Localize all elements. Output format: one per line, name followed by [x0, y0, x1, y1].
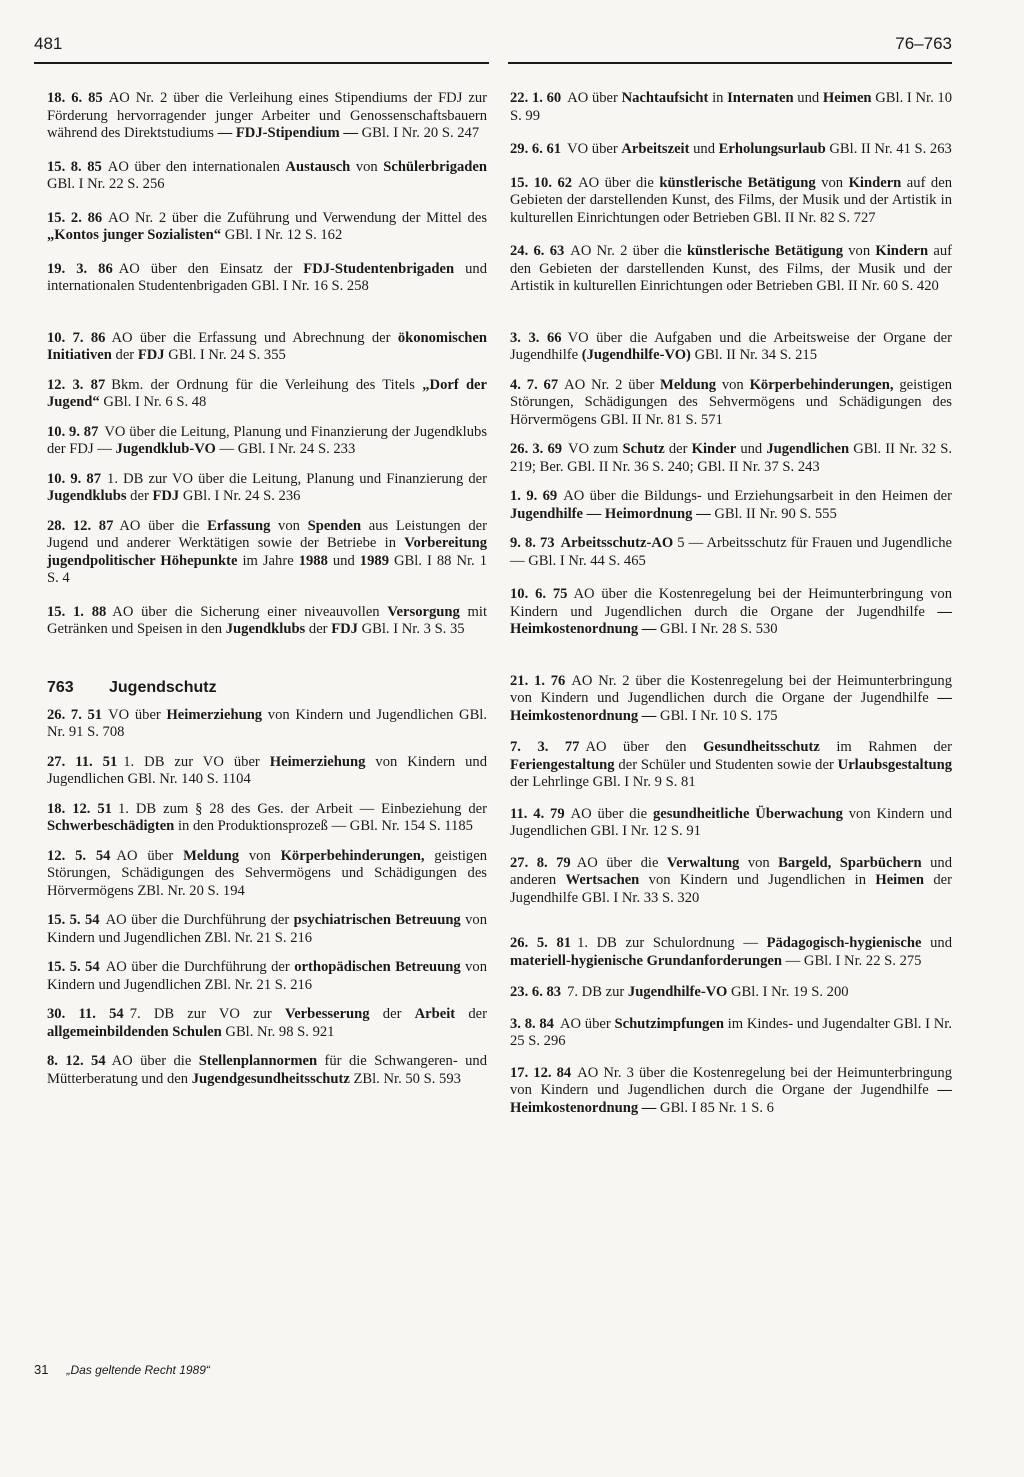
entry-text: von Kindern und Jugendlichen GBl. Nr. 140 S. 1104 — [47, 753, 487, 787]
entry-text: GBl. I Nr. 24 S. 236 — [179, 488, 301, 504]
section-range: 76–763 — [895, 34, 952, 53]
entry-keyword: Arbeit — [414, 1006, 456, 1022]
right-column — [510, 90, 952, 1117]
entry-text: mit Getränken und Speisen in den — [47, 603, 488, 637]
entry-date: 10. 9. 87 — [47, 423, 99, 440]
entry-keyword: 1989 — [359, 552, 389, 569]
entry-date: 26. 5. 81 — [510, 935, 572, 951]
entry-keyword: Verbesserung — [285, 1006, 370, 1022]
entry-date: 4. 7. 67 — [510, 376, 559, 393]
entry-keyword: Erfassung — [207, 517, 271, 534]
entry-keyword: Meldung — [660, 376, 716, 393]
entry-keyword: Internaten — [727, 90, 794, 106]
entry-keyword: Kindern — [848, 174, 902, 191]
entry-keyword: — Heimkostenordnung — — [510, 603, 952, 637]
entry-keyword: orthopädischen Betreuung — [294, 959, 461, 975]
entry-keyword: Feriengestaltung — [510, 756, 615, 773]
entry-keyword: gesundheitliche Überwachung — [652, 805, 843, 822]
entry-text: der — [111, 347, 138, 363]
entry-text: der — [664, 441, 692, 457]
entry-text: von — [815, 174, 849, 191]
entry-date: 1. 9. 69 — [510, 488, 558, 504]
entry-text: — GBl. I Nr. 24 S. 233 — [215, 441, 356, 457]
entry-date: 8. 12. 54 — [47, 1053, 106, 1069]
law-entry — [510, 1016, 952, 1051]
entry-keyword: Vorbereitung jugendpolitischer Höhepunkte — [47, 535, 487, 569]
entry-keyword: Kinder — [691, 441, 737, 457]
entry-keyword: — FDJ-Stipendium — — [217, 125, 358, 141]
entry-text: GBl. I Nr. 6 S. 48 — [99, 394, 207, 410]
entry-text: auf den Gebieten der darstellenden Kunst, des Films, der Musik und der Artistik in kulturellen Einrichtungen oder Betrieben GBl. II Nr. 60 S. 420 — [510, 243, 953, 294]
entry-date: 27. 11. 51 — [47, 753, 118, 770]
entry-text: AO über den internationalen — [107, 158, 286, 175]
entry-keyword: allgemeinbildenden Schulen — [47, 1023, 222, 1040]
entry-text: AO über die — [111, 1053, 199, 1069]
entry-text: im Kindes- und Jugendalter GBl. I Nr. 25 S. 296 — [510, 1015, 952, 1049]
entry-date: 3. 3. 66 — [510, 329, 562, 346]
law-entry — [47, 848, 487, 901]
entry-text: der Schüler und Studenten sowie der — [614, 756, 838, 773]
entry-keyword: Austausch — [285, 158, 351, 175]
entry-date: 15. 10. 62 — [510, 174, 573, 191]
footer-sheet-number: 31 — [34, 1362, 49, 1377]
entry-date: 10. 7. 86 — [47, 329, 106, 346]
entry-date: 22. 1. 60 — [510, 90, 562, 106]
law-entry — [47, 707, 487, 742]
entry-text: 7. DB zur VO zur — [129, 1006, 285, 1022]
entry-text: auf den Gebieten der darstellenden Kunst, des Films, der Musik und der Artistik in kulturellen Einrichtungen oder Betrieben GBl. II Nr. 82 S. 727 — [510, 174, 952, 226]
law-entry — [47, 604, 487, 639]
entry-keyword: „Dorf der Jugend“ — [47, 376, 488, 410]
entry-text: der — [369, 1006, 415, 1022]
entry-keyword: künstlerische Betätigung — [659, 174, 816, 191]
entry-text: AO über die Kostenregelung bei der Heimunterbringung von Kindern und Jugendlichen durch die Organe der Jugendhilfe — [510, 586, 952, 620]
entry-text: AO über die Durchführung der — [105, 959, 295, 975]
entry-keyword: Heimen — [822, 90, 872, 106]
entry-date: 12. 3. 87 — [47, 376, 106, 393]
entry-text: für die Schwangeren- und Mütterberatung und den — [47, 1053, 487, 1087]
entry-keyword: Pädagogisch-hygienische — [766, 935, 922, 951]
entry-date: 24. 6. 63 — [510, 243, 565, 259]
entry-keyword: Körperbehinderungen, — [280, 847, 425, 864]
entry-text: GBl. I Nr. 28 S. 530 — [656, 621, 778, 637]
law-entry — [510, 935, 952, 970]
law-entry — [510, 243, 952, 296]
entry-text: von Kindern und Jugendlichen ZBl. Nr. 21 S. 216 — [47, 912, 488, 946]
entry-text: und — [793, 90, 823, 106]
entry-keyword: Arbeitsschutz-AO — [560, 535, 674, 551]
entry-text: AO über — [559, 1015, 615, 1032]
entry-keyword: Heimen — [875, 872, 924, 888]
entry-keyword: Kindern — [875, 243, 929, 259]
entry-text: GBl. I 88 Nr. 1 S. 4 — [47, 552, 488, 586]
entry-keyword: — Heimkostenordnung — — [510, 690, 952, 724]
entry-keyword: Jugendhilfe-VO — [627, 984, 728, 1000]
entry-date: 15. 1. 88 — [47, 603, 107, 620]
entry-text: von Kindern und Jugendlichen GBl. Nr. 91 S. 708 — [47, 706, 488, 740]
entry-keyword: „Kontos junger Sozialisten“ — [47, 227, 222, 243]
law-entry — [47, 90, 487, 143]
entry-keyword: Heimerziehung — [166, 706, 263, 723]
entry-text: GBl. II Nr. 32 S. 219; Ber. GBl. II Nr. 36 S. 240; GBl. II Nr. 37 S. 243 — [510, 441, 953, 475]
law-entry — [47, 159, 487, 194]
entry-text: AO über den — [585, 739, 704, 755]
entry-keyword: Schutzimpfungen — [614, 1015, 724, 1032]
entry-keyword: FDJ — [137, 347, 165, 363]
entry-text: AO über die Bildungs- und Erziehungsarbeit in den Heimen der — [563, 488, 953, 504]
left-column — [47, 90, 487, 1088]
entry-text: geistigen Störungen, Schädigungen des Sehvermögens und Schädigungen des Hörvermögens GBl. II Nr. 81 S. 571 — [510, 376, 953, 428]
entry-text: Bkm. der Ordnung für die Verleihung des Titels — [111, 376, 423, 393]
law-entry — [47, 1006, 487, 1041]
entry-date: 15. 5. 54 — [47, 912, 100, 928]
entry-keyword: Schülerbrigaden — [383, 158, 488, 175]
entry-date: 10. 6. 75 — [510, 586, 568, 602]
law-entry — [47, 912, 487, 947]
entry-text: GBl. I Nr. 3 S. 35 — [357, 621, 465, 637]
entry-keyword: Bargeld, Sparbüchern — [778, 854, 922, 871]
entry-text: von Kindern und Jugendlichen in — [639, 872, 876, 888]
entry-text: von — [270, 517, 308, 534]
law-entry — [47, 754, 487, 789]
entry-text: VO über die Leitung, Planung und Finanzierung der Jugendklubs der FDJ — — [47, 423, 488, 457]
entry-text: von — [350, 158, 384, 175]
page-number: 481 — [34, 34, 63, 53]
entry-text: GBl. I Nr. 20 S. 247 — [357, 125, 480, 141]
entry-date: 28. 12. 87 — [47, 517, 114, 534]
header-rule-left — [34, 62, 489, 64]
entry-keyword: Jugendlichen — [766, 441, 850, 457]
entry-date: 27. 8. 79 — [510, 854, 571, 871]
entry-text: 1. DB zur VO über die Leitung, Planung und Finanzierung der — [107, 470, 487, 487]
law-entry — [47, 801, 487, 836]
entry-text: AO Nr. 2 über die — [570, 243, 687, 259]
entry-text: 1. DB zum § 28 des Ges. der Arbeit — Einbeziehung der — [117, 800, 488, 817]
entry-keyword: Stellenplannormen — [198, 1053, 318, 1069]
page-footer — [34, 1362, 210, 1377]
law-entry — [510, 330, 952, 365]
entry-date: 11. 4. 79 — [510, 805, 565, 822]
entry-date: 29. 6. 61 — [510, 141, 562, 157]
entry-keyword: Meldung — [183, 847, 240, 864]
entry-text: AO über — [116, 847, 184, 864]
entry-text: und — [327, 552, 360, 569]
right-entry-list — [510, 90, 952, 1117]
entry-date: 23. 6. 83 — [510, 984, 562, 1000]
entry-text: GBl. Nr. 98 S. 921 — [221, 1023, 335, 1040]
entry-keyword: Urlaubsgestaltung — [837, 756, 952, 773]
law-entry — [510, 175, 952, 228]
entry-text: AO über die — [576, 854, 667, 871]
entry-text: AO Nr. 3 über die Kostenregelung bei der Heimunterbringung von Kindern und Jugendlichen durch die Organe der Jugendhilfe — [510, 1064, 952, 1098]
entry-date: 9. 8. 73 — [510, 535, 555, 551]
entry-text: GBl. I 85 Nr. 1 S. 6 — [656, 1099, 774, 1116]
law-entry — [47, 377, 487, 412]
entry-text: und — [736, 441, 767, 457]
entry-keyword: materiell-hygienische Grundanforderungen — [510, 952, 783, 969]
entry-text: 1. DB zur Schulordnung — — [577, 935, 767, 951]
entry-keyword: ökonomischen Initiativen — [47, 329, 488, 363]
entry-text: ZBl. Nr. 50 S. 593 — [349, 1070, 461, 1087]
entry-keyword: Versorgung — [387, 603, 460, 620]
law-entry — [510, 141, 952, 159]
entry-text: GBl. I Nr. 24 S. 355 — [164, 347, 286, 363]
entry-text: von Kindern und Jugendlichen GBl. I Nr. 12 S. 91 — [510, 805, 952, 839]
entry-text: VO über die Aufgaben und die Arbeitsweise der Organe der Jugendhilfe — [510, 329, 953, 363]
law-entry — [47, 330, 487, 365]
entry-text: GBl. II Nr. 34 S. 215 — [690, 347, 817, 363]
entry-text: und anderen — [510, 854, 952, 888]
entry-text: AO über die — [578, 174, 660, 191]
entry-keyword: Jugendklubs — [225, 621, 306, 637]
law-entry — [510, 377, 952, 430]
entry-text: GBl. I Nr. 22 S. 256 — [47, 176, 165, 192]
entry-text: 7. DB zur — [567, 984, 628, 1000]
header-rule-right — [508, 62, 952, 64]
law-entry — [510, 488, 952, 523]
entry-text: 5 — Arbeitsschutz für Frauen und Jugendliche — GBl. I Nr. 44 S. 465 — [510, 535, 952, 569]
law-entry — [47, 261, 487, 296]
entry-date: 26. 3. 69 — [510, 441, 563, 457]
entry-keyword: künstlerische Betätigung — [686, 243, 843, 259]
entry-text: in — [708, 90, 728, 106]
entry-text: GBl. II Nr. 90 S. 555 — [710, 505, 837, 522]
section-number: 763 — [47, 678, 74, 696]
entry-keyword: Erholungsurlaub — [718, 141, 826, 157]
entry-text: AO Nr. 2 über die Kostenregelung bei der Heimunterbringung von Kindern und Jugendlichen durch die Organe der Jugendhilfe — [510, 672, 952, 706]
law-entry — [510, 806, 952, 841]
entry-text: geistigen Störungen, Schädigungen des Sehvermögens und Schädigungen des Hörvermögens ZBl. Nr. 20 S. 194 — [47, 847, 487, 899]
entry-keyword: FDJ — [331, 621, 358, 637]
left-entry-list — [47, 90, 487, 639]
entry-keyword: Schutz — [622, 441, 665, 457]
law-entry — [510, 739, 952, 792]
entry-keyword: Gesundheitsschutz — [703, 739, 820, 755]
entry-keyword: Jugendgesundheitsschutz — [191, 1070, 350, 1087]
entry-date: 15. 2. 86 — [47, 209, 103, 226]
entry-keyword: FDJ-Studentenbrigaden — [303, 260, 455, 277]
law-entry — [47, 210, 487, 245]
entry-text: der Jugendhilfe GBl. I Nr. 33 S. 320 — [510, 872, 952, 906]
entry-text: — GBl. I Nr. 22 S. 275 — [782, 952, 922, 969]
entry-date: 30. 11. 54 — [47, 1006, 124, 1022]
entry-text: und — [921, 935, 952, 951]
entry-date: 18. 12. 51 — [47, 800, 112, 817]
entry-keyword: Heimerziehung — [269, 753, 366, 770]
law-entry — [510, 1065, 952, 1118]
entry-date: 17. 12. 84 — [510, 1064, 572, 1081]
entry-text: GBl. I Nr. 10 S. 99 — [510, 90, 953, 124]
entry-date: 19. 3. 86 — [47, 260, 113, 277]
entry-keyword: FDJ — [152, 488, 180, 504]
entry-keyword: Jugendklub-VO — [115, 441, 216, 457]
law-entry — [510, 855, 952, 908]
entry-text: AO über die Durchführung der — [105, 912, 294, 928]
entry-text: und internationalen Studentenbrigaden GBl. I Nr. 16 S. 258 — [47, 260, 487, 294]
entry-text: im Rahmen der — [819, 739, 953, 755]
section-entry-list — [47, 707, 487, 1089]
entry-text: von — [843, 243, 876, 259]
entry-keyword: (Jugendhilfe-VO) — [581, 347, 691, 363]
entry-date: 15. 8. 85 — [47, 158, 102, 175]
law-entry — [47, 959, 487, 994]
law-entry — [510, 984, 952, 1002]
law-entry — [47, 1053, 487, 1088]
entry-text: AO über die — [570, 805, 653, 822]
entry-keyword: — Heimkostenordnung — — [510, 1082, 952, 1116]
entry-text: 1. DB zur VO über — [123, 753, 270, 770]
law-entry — [47, 424, 487, 459]
entry-keyword: Wertsachen — [565, 872, 640, 888]
entry-date: 7. 3. 77 — [510, 739, 580, 755]
entry-text: von — [739, 854, 779, 871]
entry-keyword: Verwaltung — [666, 854, 740, 871]
section-title: Jugendschutz — [109, 678, 217, 696]
entry-date: 21. 1. 76 — [510, 672, 566, 689]
entry-text: AO über die — [119, 517, 208, 534]
entry-text: GBl. II Nr. 41 S. 263 — [825, 141, 952, 157]
entry-keyword: Spenden — [307, 517, 362, 534]
entry-keyword: Jugendhilfe — Heimordnung — — [510, 505, 711, 522]
entry-text: von — [716, 376, 750, 393]
law-entry — [47, 471, 487, 506]
entry-keyword: Jugendklubs — [47, 488, 127, 504]
law-entry — [510, 535, 952, 570]
entry-text: VO zum — [568, 441, 623, 457]
entry-text: AO Nr. 2 über die Zuführung und Verwendung der Mittel des — [108, 209, 487, 226]
entry-date: 12. 5. 54 — [47, 847, 111, 864]
entry-text: von — [239, 847, 281, 864]
law-entry — [510, 586, 952, 639]
entry-date: 10. 9. 87 — [47, 470, 102, 487]
entry-keyword: psychiatrischen Betreuung — [293, 912, 461, 928]
entry-text: der Lehrlinge GBl. I Nr. 9 S. 81 — [510, 774, 696, 790]
law-entry — [47, 518, 487, 588]
law-entry — [510, 441, 952, 476]
entry-text: und — [689, 141, 719, 157]
entry-text: aus Leistungen der Jugend und anderer Werktätigen sowie der Betriebe in — [47, 517, 488, 551]
law-entry — [510, 90, 952, 125]
entry-text: AO Nr. 2 über — [564, 376, 661, 393]
entry-text: GBl. I Nr. 12 S. 162 — [221, 227, 343, 243]
entry-text: AO Nr. 2 über die Verleihung eines Stipendiums der FDJ zur Förderung hervorragender junger Arbeiter und Genossenschaftsbauern während des Direktstudiums — [47, 90, 487, 141]
entry-date: 3. 8. 84 — [510, 1015, 554, 1032]
entry-text: der — [455, 1006, 488, 1022]
entry-text: AO über die Sicherung einer niveauvollen — [112, 603, 388, 620]
entry-date: 15. 5. 54 — [47, 959, 100, 975]
entry-text: von Kindern und Jugendlichen ZBl. Nr. 21 S. 216 — [47, 959, 488, 993]
entry-text: AO über den Einsatz der — [118, 260, 304, 277]
entry-text: AO über — [567, 90, 622, 106]
entry-text: der — [126, 488, 153, 504]
entry-date: 18. 6. 85 — [47, 90, 103, 106]
entry-keyword: 1988 — [298, 552, 328, 569]
entry-text: VO über — [567, 141, 622, 157]
entry-keyword: Nachtaufsicht — [621, 90, 709, 106]
entry-keyword: Arbeitszeit — [621, 141, 690, 157]
entry-keyword: Körperbehinderungen, — [749, 376, 894, 393]
entry-text: VO über — [108, 706, 167, 723]
entry-keyword: Schwerbeschädigten — [47, 818, 175, 834]
entry-date: 26. 7. 51 — [47, 706, 103, 723]
entry-text: GBl. I Nr. 10 S. 175 — [656, 707, 778, 724]
entry-text: in den Produktionsprozeß — GBl. Nr. 154 S. 1185 — [174, 818, 473, 834]
section-heading — [47, 679, 487, 697]
entry-text: der — [305, 621, 332, 637]
entry-text: im Jahre — [237, 552, 299, 569]
footer-title: „Das geltende Recht 1989“ — [66, 1363, 210, 1377]
entry-text: AO über die Erfassung und Abrechnung der — [111, 329, 398, 346]
law-entry — [510, 673, 952, 726]
entry-text: GBl. I Nr. 19 S. 200 — [727, 984, 849, 1000]
